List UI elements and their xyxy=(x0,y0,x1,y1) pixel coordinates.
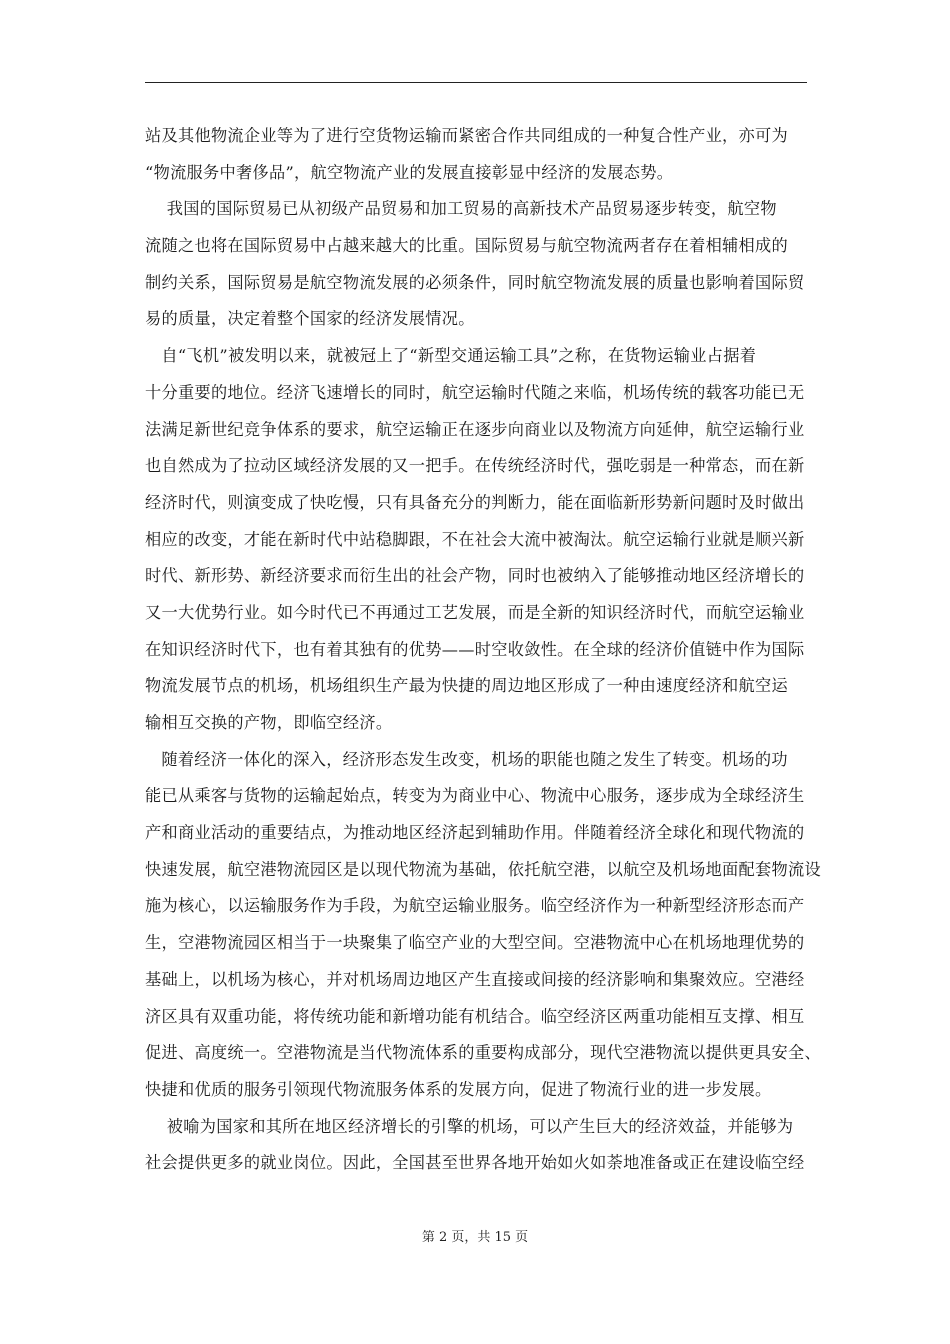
text-line: 物流发展节点的机场，机场组织生产最为快捷的周边地区形成了一种由速度经济和航空运 xyxy=(145,676,789,696)
text-line: 能已从乘客与货物的运输起始点，转变为为商业中心、物流中心服务，逐步成为全球经济生 xyxy=(145,786,805,806)
text-line: 被喻为国家和其所在地区经济增长的引擎的机场，可以产生巨大的经济效益，并能够为 xyxy=(145,1116,794,1136)
text-line: 济区具有双重功能，将传统功能和新增功能有机结合。临空经济区两重功能相互支撑、相互 xyxy=(145,1006,805,1026)
text-line: 站及其他物流企业等为了进行空货物运输而紧密合作共同组成的一种复合性产业，亦可为 xyxy=(145,126,789,145)
text-line: 快捷和优质的服务引领现代物流服务体系的发展方向，促进了物流行业的进一步发展。 xyxy=(145,1079,772,1099)
text-line: 易的质量，决定着整个国家的经济发展情况。 xyxy=(145,309,475,329)
text-line: 促进、高度统一。空港物流是当代物流体系的重要构成部分，现代空港物流以提供更具安全、 xyxy=(145,1043,821,1063)
text-line: 又一大优势行业。如今时代已不再通过工艺发展，而是全新的知识经济时代，而航空运输业 xyxy=(145,602,805,622)
text-line: 相应的改变，才能在新时代中站稳脚跟，不在社会大流中被淘汰。航空运输行业就是顺兴新 xyxy=(145,529,805,549)
text-line: 产和商业活动的重要结点，为推动地区经济起到辅助作用。伴随着经济全球化和现代物流的 xyxy=(145,823,805,843)
text-line: 我国的国际贸易已从初级产品贸易和加工贸易的高新技术产品贸易逐步转变，航空物 xyxy=(145,199,777,219)
text-line: 十分重要的地位。经济飞速增长的同时，航空运输时代随之来临，机场传统的载客功能已无 xyxy=(145,382,805,402)
text-line: 时代、新形势、新经济要求而衍生出的社会产物，同时也被纳入了能够推动地区经济增长的 xyxy=(145,566,805,586)
text-line: 生，空港物流园区相当于一块聚集了临空产业的大型空间。空港物流中心在机场地理优势的 xyxy=(145,933,805,953)
text-line: 输相互交换的产物，即临空经济。 xyxy=(145,713,393,732)
text-line: “物流服务中奢侈品”，航空物流产业的发展直接彰显中经济的发展态势。 xyxy=(145,162,674,182)
text-line: 在知识经济时代下，也有着其独有的优势——时空收敛性。在全球的经济价值链中作为国际 xyxy=(145,639,805,659)
text-line: 也自然成为了拉动区域经济发展的又一把手。在传统经济时代，强吃弱是一种常态，而在新 xyxy=(145,456,805,476)
page-footer: 第 2 页，共 15 页 xyxy=(421,1230,529,1245)
text-line: 随着经济一体化的深入，经济形态发生改变，机场的职能也随之发生了转变。机场的功 xyxy=(145,749,788,769)
header-rule xyxy=(145,82,807,83)
text-line: 制约关系，国际贸易是航空物流发展的必须条件，同时航空物流发展的质量也影响着国际贸 xyxy=(145,272,805,292)
text-line: 法满足新世纪竞争体系的要求，航空运输正在逐步向商业以及物流方向延伸，航空运输行业 xyxy=(145,419,805,439)
text-line: 社会提供更多的就业岗位。因此，全国甚至世界各地开始如火如荼地准备或正在建设临空经 xyxy=(145,1153,805,1173)
text-line: 流随之也将在国际贸易中占越来越大的比重。国际贸易与航空物流两者存在着相辅相成的 xyxy=(145,236,789,256)
document-body xyxy=(145,118,821,1182)
text-line: 经济时代，则演变成了快吃慢，只有具备充分的判断力，能在面临新形势新问题时及时做出 xyxy=(145,492,805,512)
text-line: 基础上，以机场为核心，并对机场周边地区产生直接或间接的经济影响和集聚效应。空港经 xyxy=(145,969,805,989)
text-line: 自“飞机”被发明以来，就被冠上了“新型交通运输工具”之称，在货物运输业占据着 xyxy=(145,346,757,366)
text-line: 施为核心，以运输服务作为手段，为航空运输业服务。临空经济作为一种新型经济形态而产 xyxy=(145,896,805,916)
text-line: 快速发展，航空港物流园区是以现代物流为基础，依托航空港，以航空及机场地面配套物流设 xyxy=(145,859,821,879)
